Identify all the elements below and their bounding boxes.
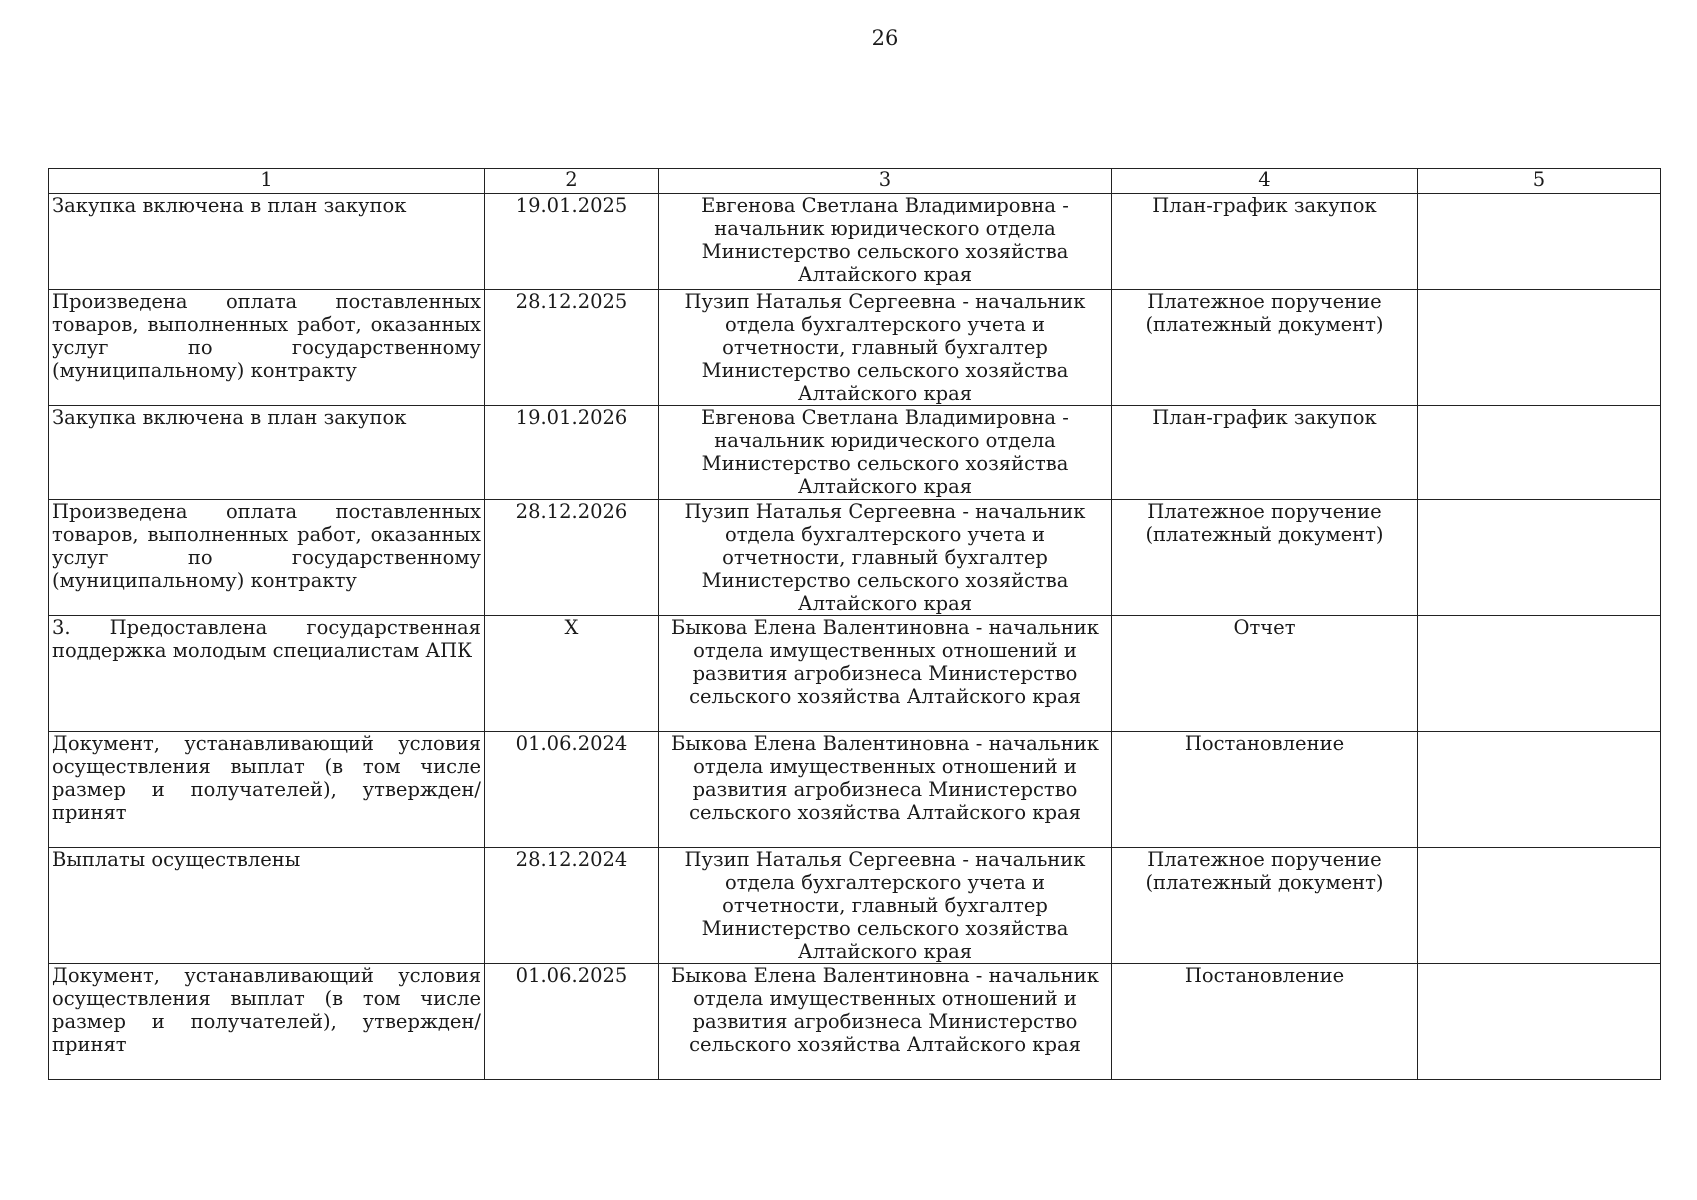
event-cell: 3. Предоставлена государственная поддержка молодым специалистам АПК xyxy=(49,616,485,732)
document-cell: Платежное поручение (платежный документ) xyxy=(1112,848,1418,964)
table-row xyxy=(49,964,1661,1080)
note-cell xyxy=(1418,290,1661,406)
date-cell: 19.01.2026 xyxy=(485,406,659,500)
table-row xyxy=(49,500,1661,616)
responsible-cell: Пузип Наталья Сергеевна - начальник отдела бухгалтерского учета и отчетности, главный бухгалтер Министерство сельского хозяйства Алтайского края xyxy=(659,500,1112,616)
responsible-cell: Быкова Елена Валентиновна - начальник отдела имущественных отношений и развития агробизнеса Министерство сельского хозяйства Алтайского края xyxy=(659,964,1112,1080)
responsible-cell: Евгенова Светлана Владимировна - начальник юридического отдела Министерство сельского хозяйства Алтайского края xyxy=(659,194,1112,290)
responsible-cell: Быкова Елена Валентиновна - начальник отдела имущественных отношений и развития агробизнеса Министерство сельского хозяйства Алтайского края xyxy=(659,616,1112,732)
table-header-row xyxy=(49,169,1661,194)
date-cell: X xyxy=(485,616,659,732)
document-cell: План-график закупок xyxy=(1112,194,1418,290)
document-cell: Постановление xyxy=(1112,964,1418,1080)
column-header: 2 xyxy=(485,169,659,194)
date-cell: 19.01.2025 xyxy=(485,194,659,290)
note-cell xyxy=(1418,406,1661,500)
note-cell xyxy=(1418,500,1661,616)
table-row xyxy=(49,194,1661,290)
note-cell xyxy=(1418,616,1661,732)
date-cell: 01.06.2025 xyxy=(485,964,659,1080)
date-cell: 28.12.2026 xyxy=(485,500,659,616)
table-row xyxy=(49,848,1661,964)
event-cell: Закупка включена в план закупок xyxy=(49,194,485,290)
column-header: 1 xyxy=(49,169,485,194)
responsible-cell: Пузип Наталья Сергеевна - начальник отдела бухгалтерского учета и отчетности, главный бухгалтер Министерство сельского хозяйства Алтайского края xyxy=(659,848,1112,964)
document-cell: Платежное поручение (платежный документ) xyxy=(1112,290,1418,406)
event-cell: Выплаты осуществлены xyxy=(49,848,485,964)
event-cell: Произведена оплата поставленных товаров, выполненных работ, оказанных услуг по государственному (муниципальному) контракту xyxy=(49,290,485,406)
event-cell: Документ, устанавливающий условия осуществления выплат (в том числе размер и получателей), утвержден/принят xyxy=(49,964,485,1080)
responsible-cell: Евгенова Светлана Владимировна - начальник юридического отдела Министерство сельского хозяйства Алтайского края xyxy=(659,406,1112,500)
page-number: 26 xyxy=(871,26,899,50)
column-header: 4 xyxy=(1112,169,1418,194)
table-row xyxy=(49,406,1661,500)
event-cell: Закупка включена в план закупок xyxy=(49,406,485,500)
note-cell xyxy=(1418,732,1661,848)
column-header: 5 xyxy=(1418,169,1661,194)
date-cell: 01.06.2024 xyxy=(485,732,659,848)
note-cell xyxy=(1418,848,1661,964)
note-cell xyxy=(1418,194,1661,290)
responsible-cell: Пузип Наталья Сергеевна - начальник отдела бухгалтерского учета и отчетности, главный бухгалтер Министерство сельского хозяйства Алтайского края xyxy=(659,290,1112,406)
table-row xyxy=(49,616,1661,732)
event-cell: Произведена оплата поставленных товаров, выполненных работ, оказанных услуг по государственному (муниципальному) контракту xyxy=(49,500,485,616)
note-cell xyxy=(1418,964,1661,1080)
table-row xyxy=(49,290,1661,406)
document-cell: Платежное поручение (платежный документ) xyxy=(1112,500,1418,616)
column-header: 3 xyxy=(659,169,1112,194)
date-cell: 28.12.2025 xyxy=(485,290,659,406)
table-row xyxy=(49,732,1661,848)
event-cell: Документ, устанавливающий условия осуществления выплат (в том числе размер и получателей), утвержден/принят xyxy=(49,732,485,848)
document-cell: Отчет xyxy=(1112,616,1418,732)
plan-table xyxy=(48,168,1661,1080)
document-cell: План-график закупок xyxy=(1112,406,1418,500)
responsible-cell: Быкова Елена Валентиновна - начальник отдела имущественных отношений и развития агробизнеса Министерство сельского хозяйства Алтайского края xyxy=(659,732,1112,848)
document-cell: Постановление xyxy=(1112,732,1418,848)
date-cell: 28.12.2024 xyxy=(485,848,659,964)
